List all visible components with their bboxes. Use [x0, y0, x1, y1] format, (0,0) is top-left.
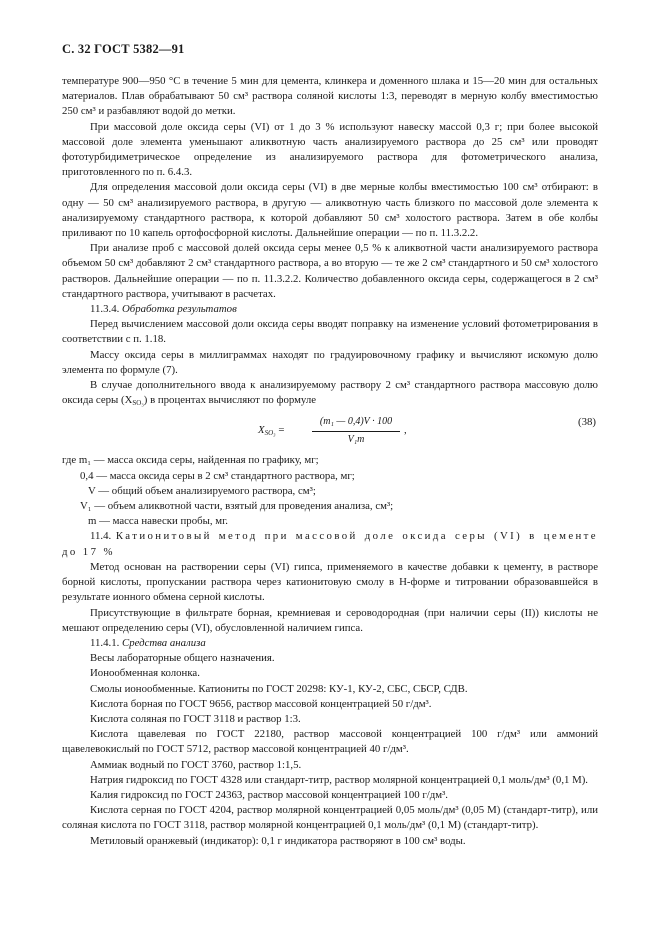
section-title: Средства анализа	[122, 636, 206, 649]
page-header: С. 32 ГОСТ 5382—91	[62, 42, 185, 56]
paragraph: Присутствующие в фильтрате борная, кремниевая и сероводородная (при наличии серы (II)) кислоты не мешают определению серы (VI), обусловленной наличием гипса.	[62, 606, 598, 634]
section-heading-11-4	[62, 529, 598, 559]
list-item: Ионообменная колонка.	[90, 667, 200, 680]
text-run: ) в процентах вычисляют по формуле	[143, 394, 317, 407]
definition-item: 0,4 — масса оксида серы в 2 см³ стандартного раствора, мг;	[80, 469, 355, 482]
section-heading-11-4-1	[62, 636, 598, 651]
paragraph: Массу оксида серы в миллиграммах находят по градуировочному графику и вычисляют искомую долю элемента по формуле (7).	[62, 348, 598, 376]
list-item: Кислота борная по ГОСТ 9656, раствор массовой концентрацией 50 г/дм³.	[90, 697, 432, 710]
section-number: 11.3.4.	[90, 303, 120, 316]
subscript: SO₃	[132, 399, 144, 408]
list-item: Смолы ионообменные. Катиониты по ГОСТ 20298: КУ-1, КУ-2, СБС, СБСР, СДВ.	[90, 682, 468, 695]
list-item: Кислота серная по ГОСТ 4204, раствор молярной концентрацией 0,05 моль/дм³ (0,05 М) (стандарт-титр), или соляная кислота по ГОСТ 3118, раствор молярной концентрацией 0,1 моль/дм³ (0,1 М) (стандарт-титр).	[62, 804, 598, 832]
list-item: Метиловый оранжевый (индикатор): 0,1 г индикатора растворяют в 100 см³ воды.	[90, 834, 466, 847]
list-item: Кислота щавелевая по ГОСТ 22180, раствор массовой концентрацией 100 г/дм³ или аммоний щавелевокислый по ГОСТ 5712, раствор массовой концентрацией 40 г/дм³.	[62, 728, 598, 756]
paragraph: Метод основан на растворении серы (VI) гипса, применяемого в качестве добавки к цементу, в растворе борной кислоты, пропускании раствора через катионитовую смолу в Н-форме и титровании образовавшейся в результате ионного обмена серной кислоты.	[62, 560, 598, 604]
list-item: Кислота соляная по ГОСТ 3118 и раствор 1:3.	[90, 712, 301, 725]
section-number: 11.4.1.	[90, 636, 120, 649]
paragraph	[62, 378, 598, 411]
paragraph: При массовой доле оксида серы (VI) от 1 до 3 % используют навеску массой 0,3 г; при более высокой массовой доле элемента уменьшают аликвотную часть анализируемого раствора до 25 см³ или проводят фототурбидиметрическое определение из анализируемого раствора для фотометрического анализа, приготовленного по п. 6.4.3.	[62, 120, 598, 179]
formula-lhs: $X_{SO_3}$ =	[258, 424, 285, 438]
list-item: Весы лабораторные общего назначения.	[90, 652, 275, 665]
document-body	[62, 74, 598, 849]
list-item: Аммиак водный по ГОСТ 3760, раствор 1:1,5.	[90, 758, 302, 771]
definition-item: где m₁ — масса оксида серы, найденная по графику, мг;	[62, 454, 319, 467]
definition-item: V₁ — объем аликвотной части, взятый для проведения анализа, см³;	[80, 500, 394, 513]
definition-item: m — масса навески пробы, мг.	[88, 515, 228, 528]
paragraph: При анализе проб с массовой долей оксида серы менее 0,5 % к аликвотной части анализируемого раствора объемом 50 см³ добавляют 2 см³ стандартного раствора, а во вторую — те же 2 см³ стандартного и 50 см³ холостого растворов. Дальнейшие операции — по п. 11.3.2.2. Количество добавленного оксида серы, содержащегося в 2 см³ стандартного раствора, учитывают в расчетах.	[62, 242, 598, 300]
formula-38	[62, 413, 598, 449]
list-item: Натрия гидроксид по ГОСТ 4328 или стандарт-титр, раствор молярной концентрацией 0,1 моль/дм³ (0,1 М).	[90, 773, 589, 786]
list-item: Калия гидроксид по ГОСТ 24363, раствор массовой концентрацией 100 г/дм³.	[90, 788, 449, 801]
definition-item: V — общий объем анализируемого раствора, см³;	[88, 484, 316, 497]
paragraph: Для определения массовой доли оксида серы (VI) в две мерные колбы вместимостью 100 см³ отбирают: в одну — 50 см³ анализируемого раствора, в другую — аликвотную часть близкого по массовой доле элемента к анализируемому стандартного раствора, к которой добавляют 50 см³ холостого раствора. Затем в обе колбы приливают по 10 капель ортофосфорной кислоты. Дальнейшие операции — по п. 11.3.2.2.	[62, 181, 598, 240]
section-heading-11-3-4	[62, 302, 598, 317]
formula-numerator: (m₁ — 0,4)V · 100	[312, 414, 400, 431]
paragraph: температуре 900—950 °С в течение 5 мин для цемента, клинкера и доменного шлака и 15—20 мин для остальных материалов. Плав обрабатывают 50 см³ раствора соляной кислоты 1:3, переводят в мерную колбу вместимостью 250 см³ и разбавляют водой до метки.	[62, 75, 598, 118]
formula-fraction	[312, 414, 400, 446]
paragraph: Перед вычислением массовой доли оксида серы вводят поправку на изменение условий фотометрирования в соответствии с п. 1.18.	[62, 318, 598, 346]
text-run: В случае дополнительного ввода к анализируемому раствору 2 см³ стандартного раствора массовую долю оксида серы (X	[62, 379, 598, 407]
variable-definitions	[62, 453, 598, 529]
section-title: Обработка результатов	[122, 303, 237, 316]
section-title: Катионитовый метод при массовой доле оксида серы (VI) в цементе до 17 %	[62, 530, 598, 558]
formula-number: (38)	[578, 416, 596, 429]
formula-denominator: V₁m	[347, 433, 365, 445]
formula-comma: ,	[404, 424, 407, 437]
section-number: 11.4.	[90, 530, 112, 543]
